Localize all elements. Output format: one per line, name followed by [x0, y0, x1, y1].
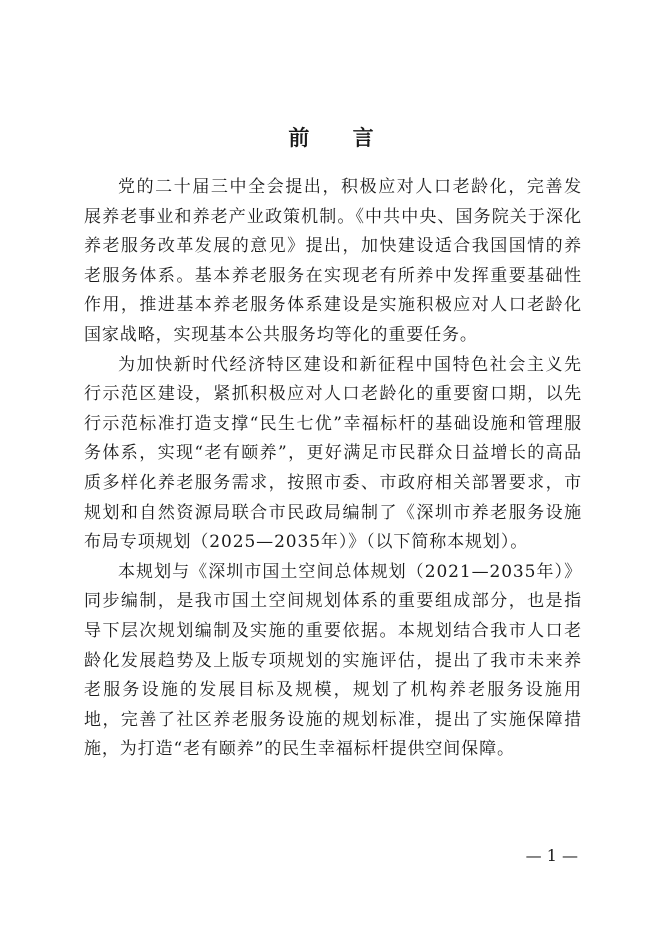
paragraph-3: 本规划与《深圳市国土空间总体规划（2021—2035年）》同步编制，是我市国土空间规划体系的重要组成部分，也是指导下层次规划编制及实施的重要依据。本规划结合我市人口老龄化发展趋势及上版专项规划的实施评估，提出了我市未来养老服务设施的发展目标及规模，规划了机构养老服务设施用地，完善了社区养老服务设施的规划标准，提出了实施保障措施，为打造“老有颐养”的民生幸福标杆提供空间保障。 [84, 561, 582, 760]
page-number: — 1 — [525, 846, 578, 865]
document-body [84, 173, 582, 765]
page-title: 前 言 [288, 125, 392, 150]
paragraph-2: 为加快新时代经济特区建设和新征程中国特色社会主义先行示范区建设，紧抓积极应对人口老龄化的重要窗口期，以先行示范标准打造支撑“民生七优”幸福标杆的基础设施和管理服务体系，实现“老有颐养”，更好满足市民群众日益增长的高品质多样化养老服务需求，按照市委、市政府相关部署要求，市规划和自然资源局联合市民政局编制了《深圳市养老服务设施布局专项规划（2025—2035年）》（以下简称本规划）。 [84, 354, 582, 553]
paragraph-1: 党的二十届三中全会提出，积极应对人口老龄化，完善发展养老事业和养老产业政策机制。《中共中央、国务院关于深化养老服务改革发展的意见》提出，加快建设适合我国国情的养老服务体系。基本养老服务在实现老有所养中发挥重要基础性作用，推进基本养老服务体系建设是实施积极应对人口老龄化国家战略，实现基本公共服务均等化的重要任务。 [84, 177, 582, 345]
